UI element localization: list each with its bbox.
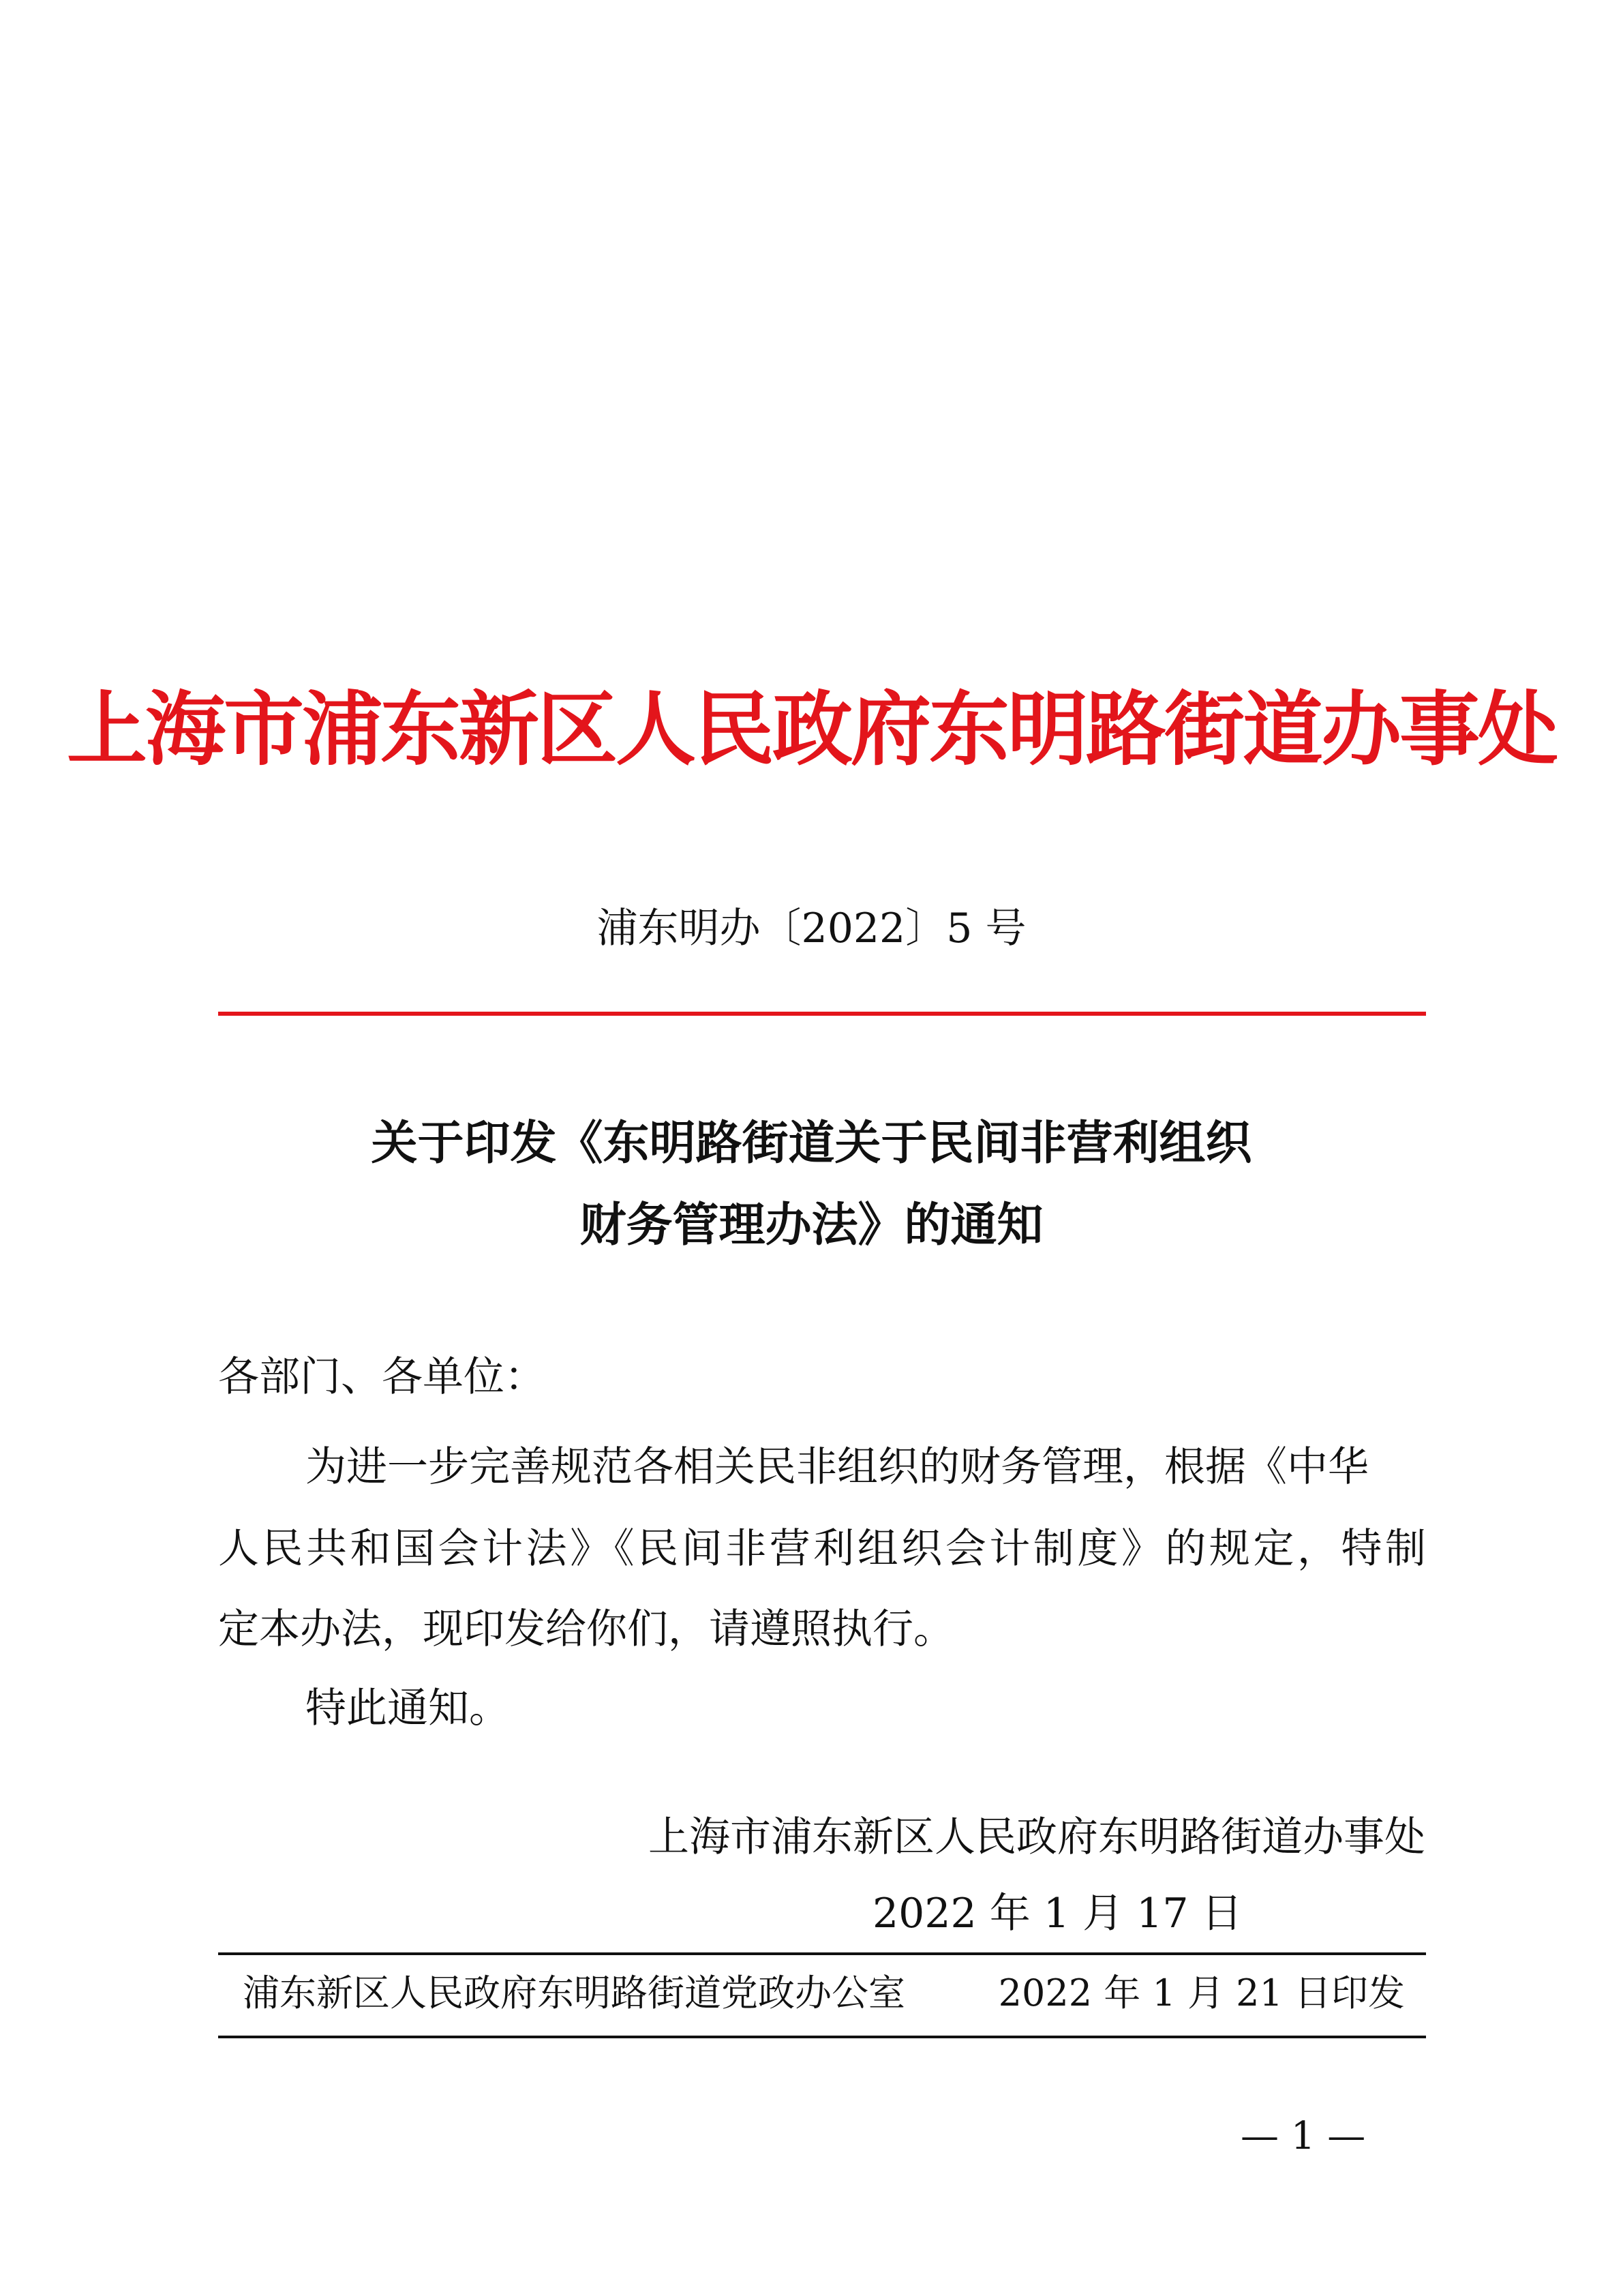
body-paragraph-line: 定本办法，现印发给你们，请遵照执行。 bbox=[218, 1605, 954, 1653]
body-paragraph-line: 人民共和国会计法》《民间非营利组织会计制度》的规定，特制 bbox=[218, 1525, 1426, 1573]
salutation: 各部门、各单位： bbox=[218, 1353, 545, 1401]
footer-issuer: 浦东新区人民政府东明路街道党政办公室 bbox=[243, 1972, 905, 2014]
document-title-line-2: 财务管理办法》的通知 bbox=[579, 1198, 1044, 1252]
page-number: — 1 — bbox=[1241, 2114, 1366, 2158]
footer-top-rule bbox=[218, 1952, 1426, 1955]
closing-statement: 特此通知。 bbox=[305, 1685, 510, 1732]
issuing-authority-header: 上海市浦东新区人民政府东明路街道办事处 bbox=[66, 682, 1556, 776]
signature-date: 2022 年 1 月 17 日 bbox=[873, 1890, 1243, 1937]
footer-issue-date: 2022 年 1 月 21 日印发 bbox=[998, 1972, 1405, 2014]
footer-bottom-rule bbox=[218, 2036, 1426, 2038]
red-separator-line bbox=[218, 1012, 1426, 1016]
document-title-line-1: 关于印发《东明路街道关于民间非营利组织 bbox=[371, 1117, 1252, 1170]
body-paragraph-line: 为进一步完善规范各相关民非组织的财务管理，根据《中华 bbox=[305, 1443, 1369, 1491]
document-number: 浦东明办〔2022〕5 号 bbox=[596, 905, 1027, 952]
signature-organization: 上海市浦东新区人民政府东明路街道办事处 bbox=[648, 1813, 1425, 1861]
